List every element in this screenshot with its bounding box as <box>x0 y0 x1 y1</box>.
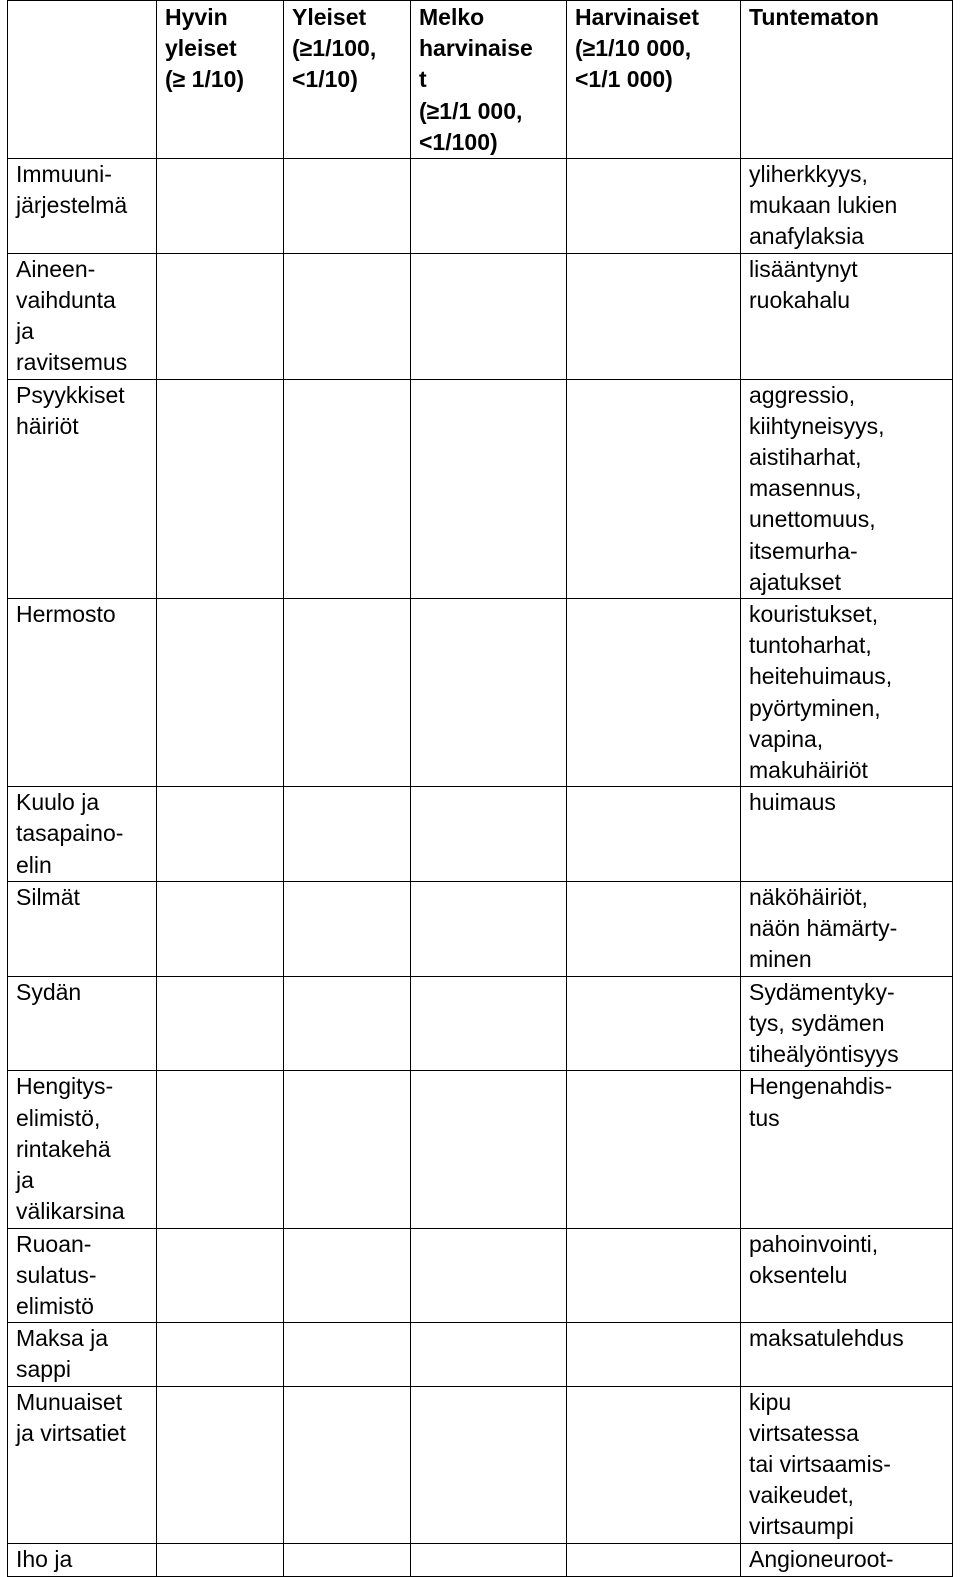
organ-class: Hermosto <box>8 599 157 787</box>
header-common: Yleiset (≥1/100, <1/10) <box>284 1 411 159</box>
table-row <box>8 976 953 1071</box>
unknown-frequency-cell: näköhäiriöt, näön hämärty- minen <box>741 881 953 976</box>
unknown-frequency-cell: kouristukset, tuntoharhat, heitehuimaus, pyörtyminen, vapina, makuhäiriöt <box>741 599 953 787</box>
unknown-frequency-cell: pahoinvointi, oksentelu <box>741 1228 953 1323</box>
organ-class: Kuulo ja tasapaino- elin <box>8 787 157 882</box>
header-rare: Harvinaiset (≥1/10 000, <1/1 000) <box>567 1 741 159</box>
table-row <box>8 253 953 379</box>
unknown-frequency-cell: yliherkkyys, mukaan lukien anafylaksia <box>741 159 953 254</box>
organ-class: Psyykkiset häiriöt <box>8 379 157 598</box>
adverse-effects-table <box>7 0 953 1577</box>
unknown-frequency-cell: Hengenahdis- tus <box>741 1071 953 1228</box>
table-row <box>8 1543 953 1576</box>
table-row <box>8 159 953 254</box>
table-row <box>8 881 953 976</box>
table-row <box>8 1386 953 1543</box>
table-row <box>8 599 953 787</box>
organ-class: Munuaiset ja virtsatiet <box>8 1386 157 1543</box>
unknown-frequency-cell: aggressio, kiihtyneisyys, aistiharhat, masennus, unettomuus, itsemurha- ajatukset <box>741 379 953 598</box>
organ-class: Immuuni- järjestelmä <box>8 159 157 254</box>
organ-class: Iho ja <box>8 1543 157 1576</box>
header-very-common: Hyvin yleiset (≥ 1/10) <box>157 1 284 159</box>
header-unknown: Tuntematon <box>741 1 953 159</box>
unknown-frequency-cell: Sydämentyky- tys, sydämen tiheälyöntisyys <box>741 976 953 1071</box>
unknown-frequency-cell: lisääntynyt ruokahalu <box>741 253 953 379</box>
unknown-frequency-cell: maksatulehdus <box>741 1323 953 1386</box>
header-uncommon: Melko harvinaise t (≥1/1 000, <1/100) <box>411 1 567 159</box>
organ-class: Silmät <box>8 881 157 976</box>
table-row <box>8 1228 953 1323</box>
table-row <box>8 379 953 598</box>
table-row <box>8 787 953 882</box>
table-row <box>8 1071 953 1228</box>
unknown-frequency-cell: Angioneuroot- <box>741 1543 953 1576</box>
organ-class: Aineen- vaihdunta ja ravitsemus <box>8 253 157 379</box>
organ-class: Hengitys- elimistö, rintakehä ja välikarsina <box>8 1071 157 1228</box>
header-organ <box>8 1 157 159</box>
table-row <box>8 1323 953 1386</box>
organ-class: Maksa ja sappi <box>8 1323 157 1386</box>
header-row <box>8 1 953 159</box>
organ-class: Ruoan- sulatus- elimistö <box>8 1228 157 1323</box>
unknown-frequency-cell: kipu virtsatessa tai virtsaamis- vaikeudet, virtsaumpi <box>741 1386 953 1543</box>
organ-class: Sydän <box>8 976 157 1071</box>
unknown-frequency-cell: huimaus <box>741 787 953 882</box>
